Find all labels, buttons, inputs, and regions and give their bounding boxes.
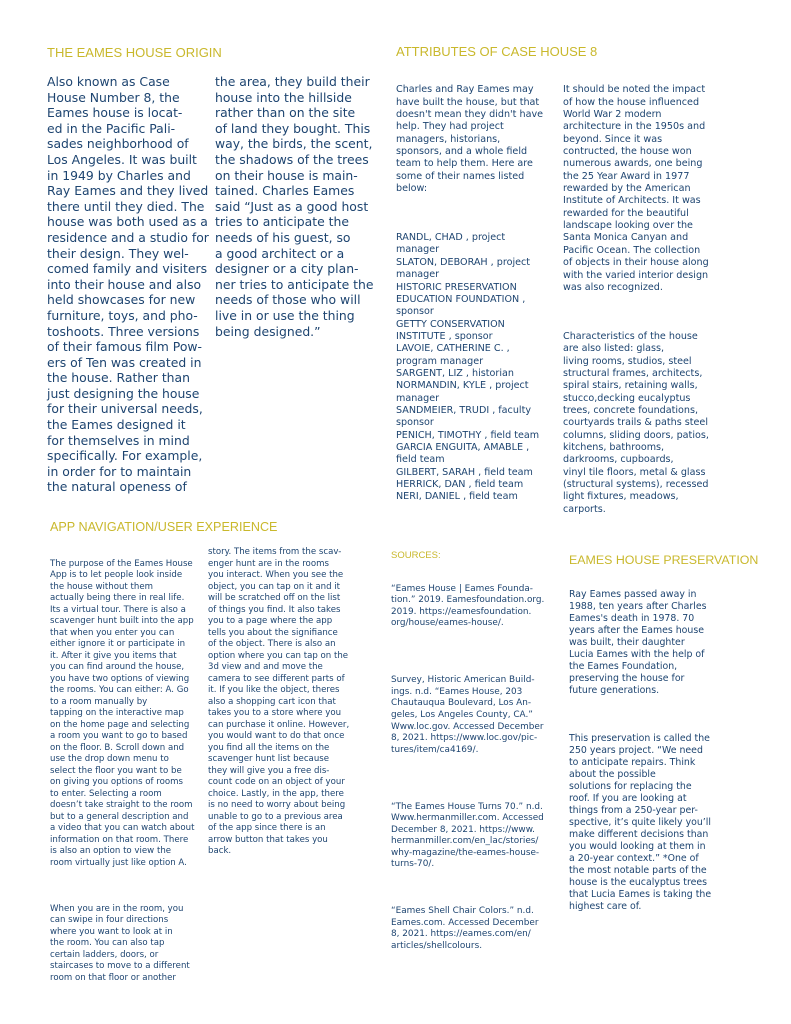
attributes-intro: Charles and Ray Eames may have built the house, but that doesn't mean they didn't have help. They had project managers, historians, sponsors, and a whole field team to help them. Here are some of their names listed below: <box>396 84 544 195</box>
spacer <box>391 642 556 664</box>
team-names-list: RANDL, CHAD , project manager SLATON, DEBORAH , project manager HISTORIC PRESERVATION EDUCATION FOUNDATION , sponsor GETTY CONSERVATION INSTITUTE , sponsor LAVOIE, CATHERINE C. , program manager SARGENT, LIZ , historian NORMANDIN, KYLE , project manager SANDMEIER, TRUDI , faculty sponsor PENICH, TIMOTHY , field team GARCIA ENGUITA, AMABLE , field team GILBERT, SARAH , field team HERRICK, DAN , field team NERI, DANIEL , field team <box>396 232 540 503</box>
source-item: “Eames House | Eames Founda- tion.” 2019. Eamesfoundation.org. 2019. https://eamesfoundation. org/house/eames-house/. <box>391 583 545 629</box>
spacer <box>569 709 749 721</box>
attributes-column-1 <box>396 72 561 516</box>
app-heading: APP NAVIGATION/USER EXPERIENCE <box>50 520 278 534</box>
app-paragraph-1: The purpose of the Eames House App is to let people look inside the house without them actually being there in real life. Its a virtual tour. There is also a scavenger hunt built into the app that when you enter you can either ignore it or participate in it. After it give you items that you can find around the house, you have two options of viewing the rooms. You can either: A. Go to a room manually by tapping on the interactive map on the home page and selecting a room you want to go to based on the floor. B. Scroll down and use the drop down menu to select the floor you want to be on giving you options of rooms to enter. Selecting a room doesn’t take straight to the room but to a general description and a video that you can watch about information on that room. There is also an option to view the room virtually just like option A. <box>50 558 195 868</box>
attributes-characteristics: Characteristics of the house are also listed: glass, living rooms, studios, steel structural frames, architects, spiral stairs, retaining walls, stucco,decking eucalyptus trees, concrete foundations, courtyards trails & paths steel columns, sliding doors, patios, kitchens, bathrooms, darkrooms, cupboards, vinyl tile floors, metal & glass (structural systems), recessed light fixtures, meadows, carports. <box>563 330 709 515</box>
spacer <box>391 768 556 790</box>
source-item: “The Eames House Turns 70.” n.d. Www.hermanmiller.com. Accessed December 8, 2021. https://www. hermanmiller.com/en_lac/stories/ why-magazine/the-eames-house- turns-70/. <box>391 801 544 870</box>
source-item: “Eames Shell Chair Colors.” n.d. Eames.com. Accessed December 8, 2021. https://eames.com/en/ articles/shellcolours. <box>391 906 539 952</box>
attributes-impact: It should be noted the impact of how the house influenced World War 2 modern architecture in the 1950s and beyond. Since it was contructed, the house won numerous awards, one being the 25 Year Award in 1977 rewarded by the American Institute of Architects. It was rewarded for the beautiful landscape looking over the Santa Monica Canyan and Pacific Ocean. The collection of objects in their house along with the varied interior design was also recognized. <box>563 84 709 293</box>
origin-column-1: Also known as Case House Number 8, the Eames house is locat- ed in the Pacific Pali- sades neighborhood of Los Angeles. It was built in 1949 by Charles and Ray Eames and they lived there until they died. The house was both used as a residence and a studio for their design. They wel- comed family and visiters into their house and also held showcases for new furniture, toys, and pho- toshoots. Three versions of their famous film Pow- ers of Ten was created in the house. Rather than just designing the house for their universal needs, the Eames designed it for themselves in mind specifically. For example, in order for to maintain the natural openess of <box>47 74 209 495</box>
preservation-heading: EAMES HOUSE PRESERVATION <box>569 553 759 567</box>
sources-heading: SOURCES: <box>391 550 441 561</box>
source-item: Survey, Historic American Build- ings. n.d. “Eames House, 203 Chautauqua Boulevard, Los An- geles, Los Angeles County, CA.” Www.loc.gov. Accessed December 8, 2021. https://www.loc.gov/pic- tures/item/ca4169/. <box>391 675 544 755</box>
origin-heading: THE EAMES HOUSE ORIGIN <box>47 45 222 60</box>
sources-list <box>391 572 556 964</box>
spacer <box>391 883 556 895</box>
preservation-column <box>569 577 749 925</box>
spacer <box>563 307 738 319</box>
preservation-paragraph-2: This preservation is called the 250 years project. “We need to anticipate repairs. Think about the possible solutions for replacing the roof. If you are looking at things from a 250-year per- spective, it’s quite likely you’ll make different decisions than you would looking at them in a 20-year context.” *One of the most notable parts of the house is the eucalyptus trees that Lucia Eames is taking the highest care of. <box>569 733 712 912</box>
attributes-heading: ATTRIBUTES OF CASE HOUSE 8 <box>396 44 598 59</box>
app-column-1 <box>50 547 210 996</box>
preservation-paragraph-1: Ray Eames passed away in 1988, ten years after Charles Eames's death in 1978. 70 years after the Eames house was built, their daughter Lucia Eames with the help of the Eames Foundation, preserving the house for future generations. <box>569 589 707 696</box>
origin-column-2: the area, they build their house into the hillside rather than on the site of land they bought. This way, the birds, the scent, the shadows of the trees on their house is main- tained. Charles Eames said “Just as a good host tries to anticipate the needs of his guest, so a good architect or a designer or a city plan- ner tries to anticipate the needs of those who will live in or use the thing being designed.” <box>215 74 374 339</box>
app-column-2: story. The items from the scav- enger hunt are in the rooms you interact. When you see the object, you can tap on it and it will be scratched off on the list of things you find. It also takes you to a page where the app tells you about the signifiance of the object. There is also an option where you can tap on the 3d view and and move the camera to see different parts of it. If you like the object, theres also a shopping cart icon that takes you to a store where you can purchase it online. However, you would want to do that once you find all the items on the scavenger hunt list because they will give you a free dis- count code on an object of your choice. Lastly, in the app, there is no need to worry about being unable to go to a previous area of the app since there is an arrow button that takes you back. <box>208 547 350 856</box>
app-paragraph-2: When you are in the room, you can swipe in four directions where you want to look at in the room. You can also tap certain ladders, doors, or staircases to move to a different room on that floor or another <box>50 903 190 983</box>
spacer <box>50 881 210 893</box>
spacer <box>396 208 561 220</box>
attributes-column-2 <box>563 72 738 528</box>
